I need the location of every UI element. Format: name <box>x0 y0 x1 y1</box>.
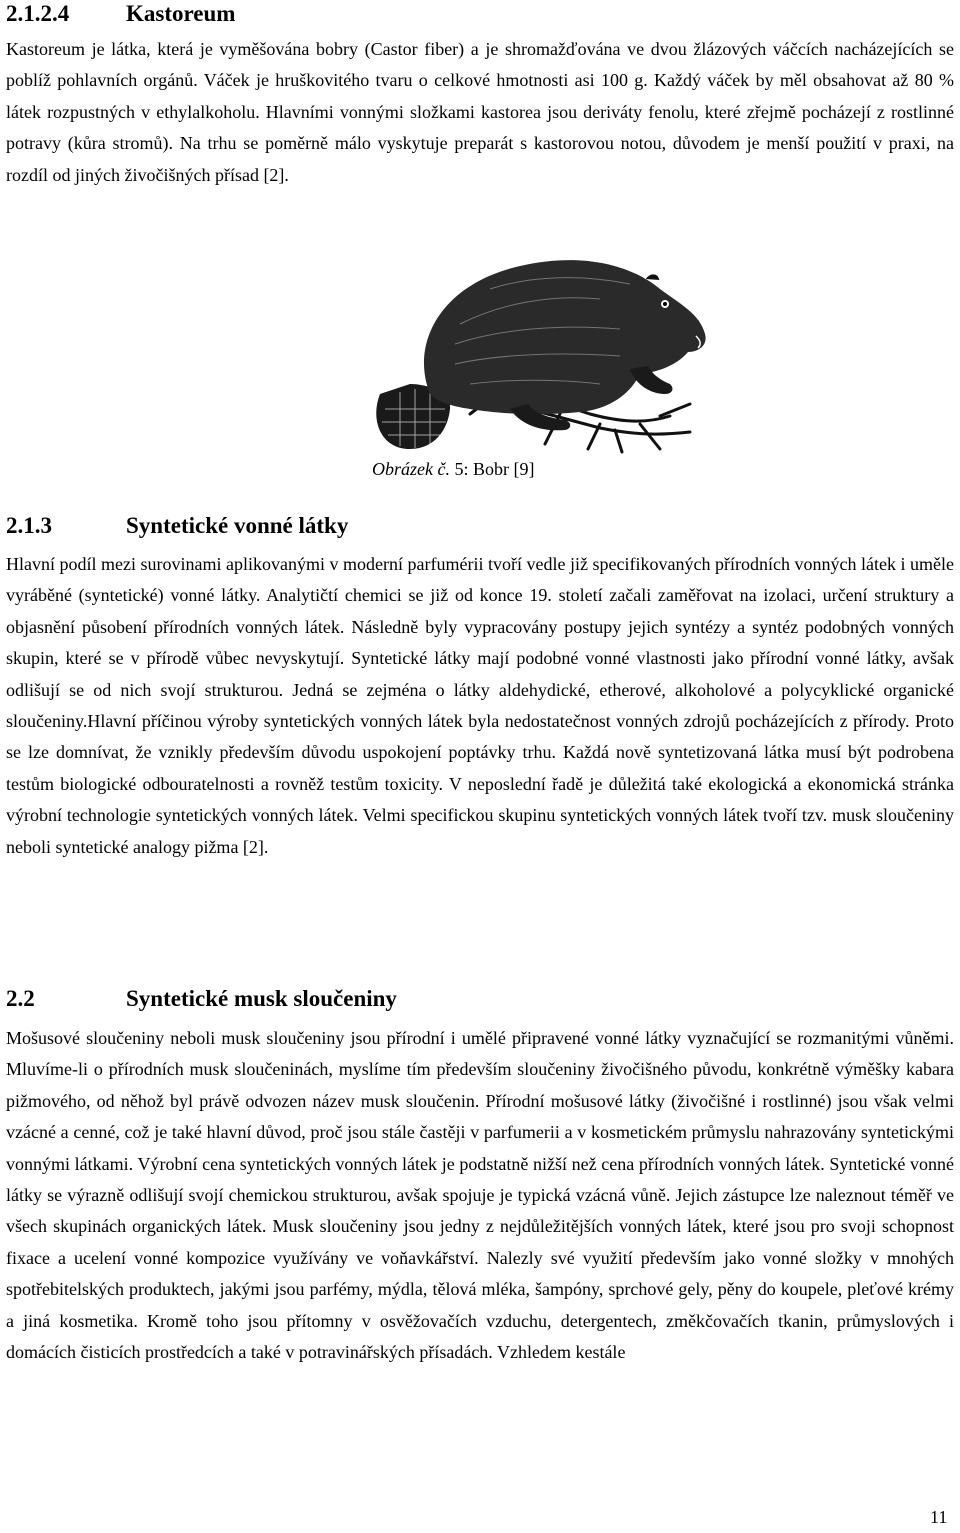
heading-title: Syntetické vonné látky <box>126 513 349 538</box>
heading-number: 2.2 <box>6 986 35 1011</box>
beaver-illustration-icon <box>360 244 720 454</box>
figure-caption <box>372 456 534 482</box>
paragraph-kastoreum: Kastoreum je látka, která je vyměšována bobry (Castor fiber) a je shromažďována ve dvou žlázových váčcích nacházejících se poblíž pohlavních orgánů. Váček je hruškovitého tvaru o celkové hmotnosti asi 100 g. Každý váček by měl obsahovat až 80 % látek rozpustných v ethylalkoholu. Hlavními vonnými složkami kastorea jsou deriváty fenolu, které zřejmě pocházejí z rostlinné potravy (kůra stromů). Na trhu se poměrně málo vyskytuje preparát s kastorovou notou, důvodem je menší použití v praxi, na rozdíl od jiných živočišných přísad [2]. <box>6 39 954 185</box>
paragraph-synteticke-vonne-latky: Hlavní podíl mezi surovinami aplikovanými v moderní parfumérii tvoří vedle již specifikovaných přírodních vonných látek i uměle vyráběné (syntetické) vonné látky. Analytičtí chemici se již od konce 19. století začali zaměřovat na izolaci, určení struktury a objasnění působení přírodních vonných látek. Následně byly vypracovány postupy jejich syntézy a syntéz podobných vonných skupin, které se v přírodě vůbec nevyskytují. Syntetické látky mají podobné vonné vlastnosti jako přírodní vonné látky, avšak odlišují se od nich svojí strukturou. Jedná se zejména o látky aldehydické, etherové, alkoholové a polycyklické organické sloučeniny.Hlavní příčinou výroby syntetických vonných látek byla nedostatečnost vonných zdrojů pocházejících z přírody. Proto se lze domnívat, že vznikly především důvodu uspokojení poptávky trhu. Každá nově syntetizovaná látka musí být podrobena testům biologické odbouratelnosti a rovněž testům toxicity. V neposlední řadě je důležitá také ekologická a ekonomická stránka výrobní technologie syntetických vonných látek. Velmi specifickou skupinu syntetických vonných látek tvoří tzv. musk sloučeniny neboli syntetické analogy pižma [2]. <box>6 554 954 857</box>
page-number: 11 <box>930 1507 948 1527</box>
paragraph-synteticke-musk: Mošusové sloučeniny neboli musk sloučeniny jsou přírodní i umělé připravené vonné látky vyznačující se rozmanitými vůněmi. Mluvíme-li o přírodních musk sloučeninách, myslíme tím především sloučeniny živočišného původu, konkrétně výměšky kabara pižmového, od něhož byl právě odvozen název musk sloučenin. Přírodní mošusové látky (živočišné i rostlinné) jsou však velmi vzácné a cenné, což je také hlavní důvod, proč jsou stále častěji v parfumerii a v kosmetickém průmyslu nahrazovány syntetickými vonnými látkami. Výrobní cena syntetických vonných látek je podstatně nižší než cena přírodních vonných látek. Syntetické vonné látky se výrazně odlišují svojí chemickou strukturou, avšak spojuje je typická vzácná vůně. Jejich zástupce lze naleznout téměř ve všech skupinách organických látek. Musk sloučeniny jsou jedny z nejdůležitějších vonných látek, které jsou pro svoji schopnost fixace a ucelení vonné kompozice využívány ve voňavkářství. Nalezly své využití především jako vonné složky v mnohých spotřebitelských produktech, jakými jsou parfémy, mýdla, tělová mléka, šampóny, sprchové gely, pěny do koupele, pleťové krémy a jiná kosmetika. Kromě toho jsou přítomny v osvěžovačích vzduchu, detergentech, změkčovačích tkanin, průmyslových i domácích čisticích prostředcích a také v potravinářských přísadách. Vzhledem kestále <box>6 1028 954 1363</box>
heading-title: Syntetické musk sloučeniny <box>126 986 397 1011</box>
heading-synteticke-vonne-latky <box>6 512 348 540</box>
heading-number: 2.1.3 <box>6 513 52 538</box>
heading-synteticke-musk <box>6 985 397 1013</box>
heading-title: Kastoreum <box>126 1 236 26</box>
heading-number: 2.1.2.4 <box>6 1 70 26</box>
caption-text: 5: Bobr [9] <box>449 459 535 479</box>
heading-kastoreum <box>6 0 235 28</box>
caption-label: Obrázek č. <box>372 459 450 479</box>
